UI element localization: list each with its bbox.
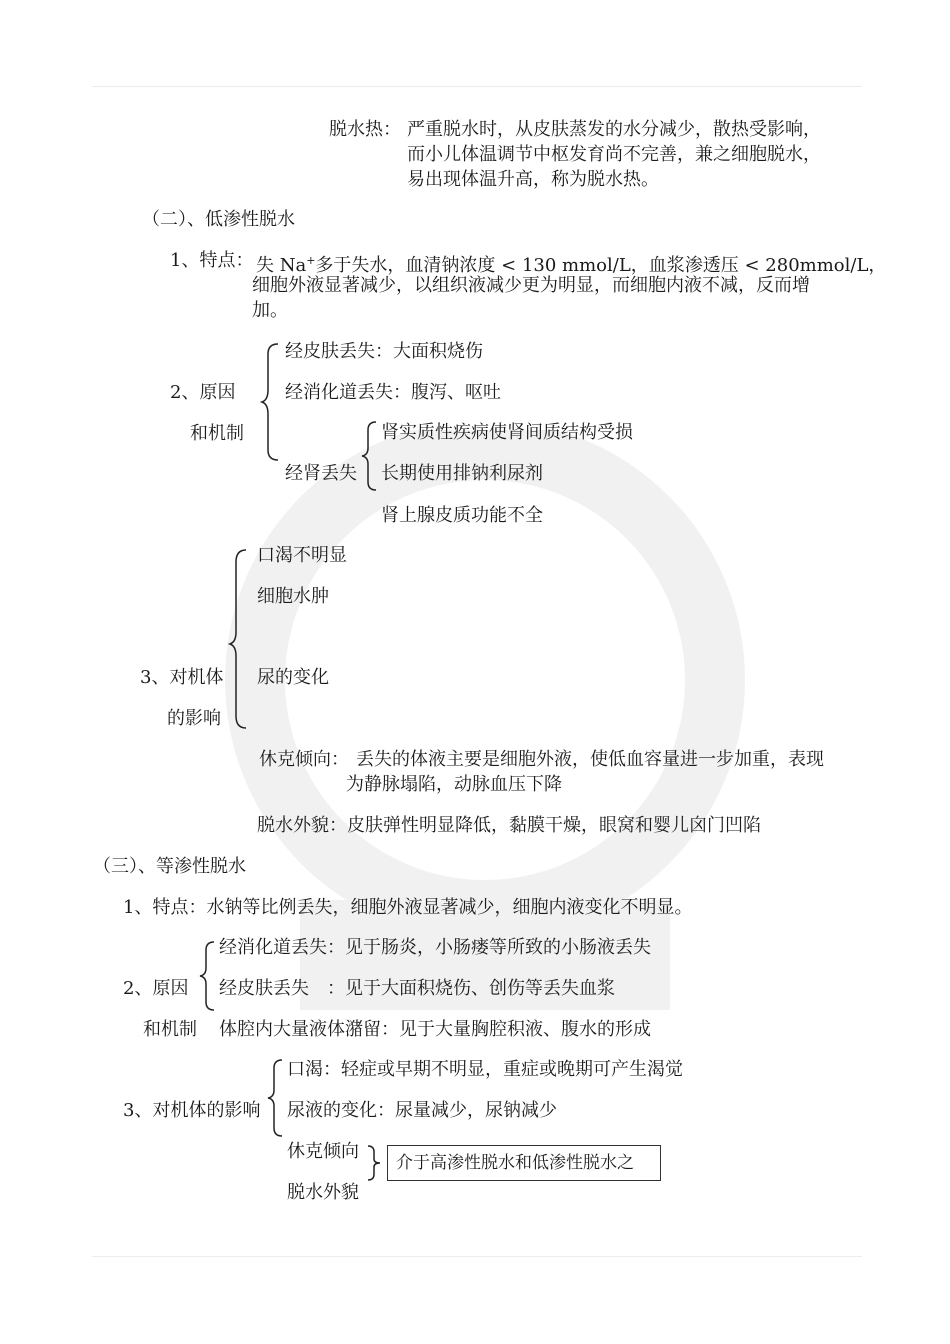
isotonic-effect-urine: 尿液的变化：尿量减少，尿钠减少 — [287, 1100, 557, 1121]
dehydration-fever-line1: 严重脱水时，从皮肤蒸发的水分减少，散热受影响， — [407, 119, 821, 140]
hypotonic-causes-label-2: 和机制 — [190, 423, 244, 444]
comparison-note-text: 介于高渗性脱水和低渗性脱水之 — [396, 1153, 634, 1173]
hypotonic-features-line2: 细胞外液显著减少，以组织液减少更为明显，而细胞内液不减，反而增 — [252, 275, 810, 296]
hypotonic-effects-brace — [228, 548, 248, 730]
isotonic-effect-appearance: 脱水外貌 — [287, 1182, 359, 1203]
hypotonic-effects-label-1: 3、对机体 — [140, 667, 224, 688]
hypotonic-effect-1: 口渴不明显 — [257, 545, 347, 566]
isotonic-effect-shock: 休克倾向 — [287, 1141, 359, 1162]
shock-tendency-label: 休克倾向： — [259, 749, 349, 770]
hypotonic-effect-3: 尿的变化 — [257, 667, 329, 688]
shock-tendency-line1: 丢失的体液主要是细胞外液，使低血容量进一步加重，表现 — [356, 749, 824, 770]
hypotonic-causes-label-1: 2、原因 — [170, 382, 236, 403]
hypotonic-cause-renal: 经肾丢失 — [285, 463, 357, 484]
isotonic-causes-label-2: 和机制 — [143, 1019, 197, 1040]
hypotonic-cause-skin: 经皮肤丢失：大面积烧伤 — [285, 341, 483, 362]
isotonic-effect-thirst: 口渴：轻症或早期不明显，重症或晚期可产生渴觉 — [287, 1059, 683, 1080]
isotonic-causes-brace — [198, 940, 216, 1012]
isotonic-features: 1、特点：水钠等比例丢失，细胞外液显著减少，细胞内液变化不明显。 — [123, 897, 693, 918]
hypotonic-section-title: （二）、低渗性脱水 — [142, 209, 295, 230]
hypotonic-cause-gi: 经消化道丢失：腹泻、呕吐 — [285, 382, 501, 403]
renal-causes-brace — [360, 420, 380, 492]
renal-cause-item-2: 长期使用排钠利尿剂 — [381, 463, 543, 484]
hypotonic-features-line1: 失 Na+多于失水，血清钠浓度 < 130 mmol/L，血浆渗透压 < 280mmol/L， — [256, 254, 887, 276]
renal-cause-item-3: 肾上腺皮质功能不全 — [381, 505, 543, 526]
shock-appearance-brace — [366, 1144, 382, 1182]
top-rule — [92, 86, 862, 87]
isotonic-section-title: （三）、等渗性脱水 — [93, 856, 246, 877]
isotonic-causes-label-1: 2、原因 — [123, 978, 189, 999]
hypotonic-causes-brace — [260, 342, 280, 462]
hypotonic-features-label: 1、特点： — [170, 250, 254, 271]
isotonic-cause-cavity: 体腔内大量液体潴留：见于大量胸腔积液、腹水的形成 — [219, 1019, 651, 1040]
dehydration-fever-line3: 易出现体温升高，称为脱水热。 — [407, 169, 659, 190]
shock-tendency-line2: 为静脉塌陷，动脉血压下降 — [346, 774, 562, 795]
isotonic-effects-label: 3、对机体的影响 — [123, 1100, 261, 1121]
dehydration-appearance: 脱水外貌：皮肤弹性明显降低，黏膜干燥，眼窝和婴儿囟门凹陷 — [257, 815, 761, 836]
isotonic-cause-skin: 经皮肤丢失 ：见于大面积烧伤、创伤等丢失血浆 — [219, 978, 615, 999]
isotonic-effects-brace — [266, 1058, 286, 1138]
hypotonic-features-line3: 加。 — [252, 300, 288, 321]
hypotonic-effect-2: 细胞水肿 — [257, 586, 329, 607]
renal-cause-item-1: 肾实质性疾病使肾间质结构受损 — [381, 422, 633, 443]
isotonic-cause-gi: 经消化道丢失：见于肠炎，小肠瘘等所致的小肠液丢失 — [219, 937, 651, 958]
bottom-rule — [92, 1256, 862, 1257]
comparison-note-box — [387, 1145, 661, 1181]
hypotonic-effects-label-2: 的影响 — [167, 708, 221, 729]
dehydration-fever-line2: 而小儿体温调节中枢发育尚不完善，兼之细胞脱水， — [407, 144, 821, 165]
dehydration-fever-label: 脱水热： — [329, 119, 401, 140]
